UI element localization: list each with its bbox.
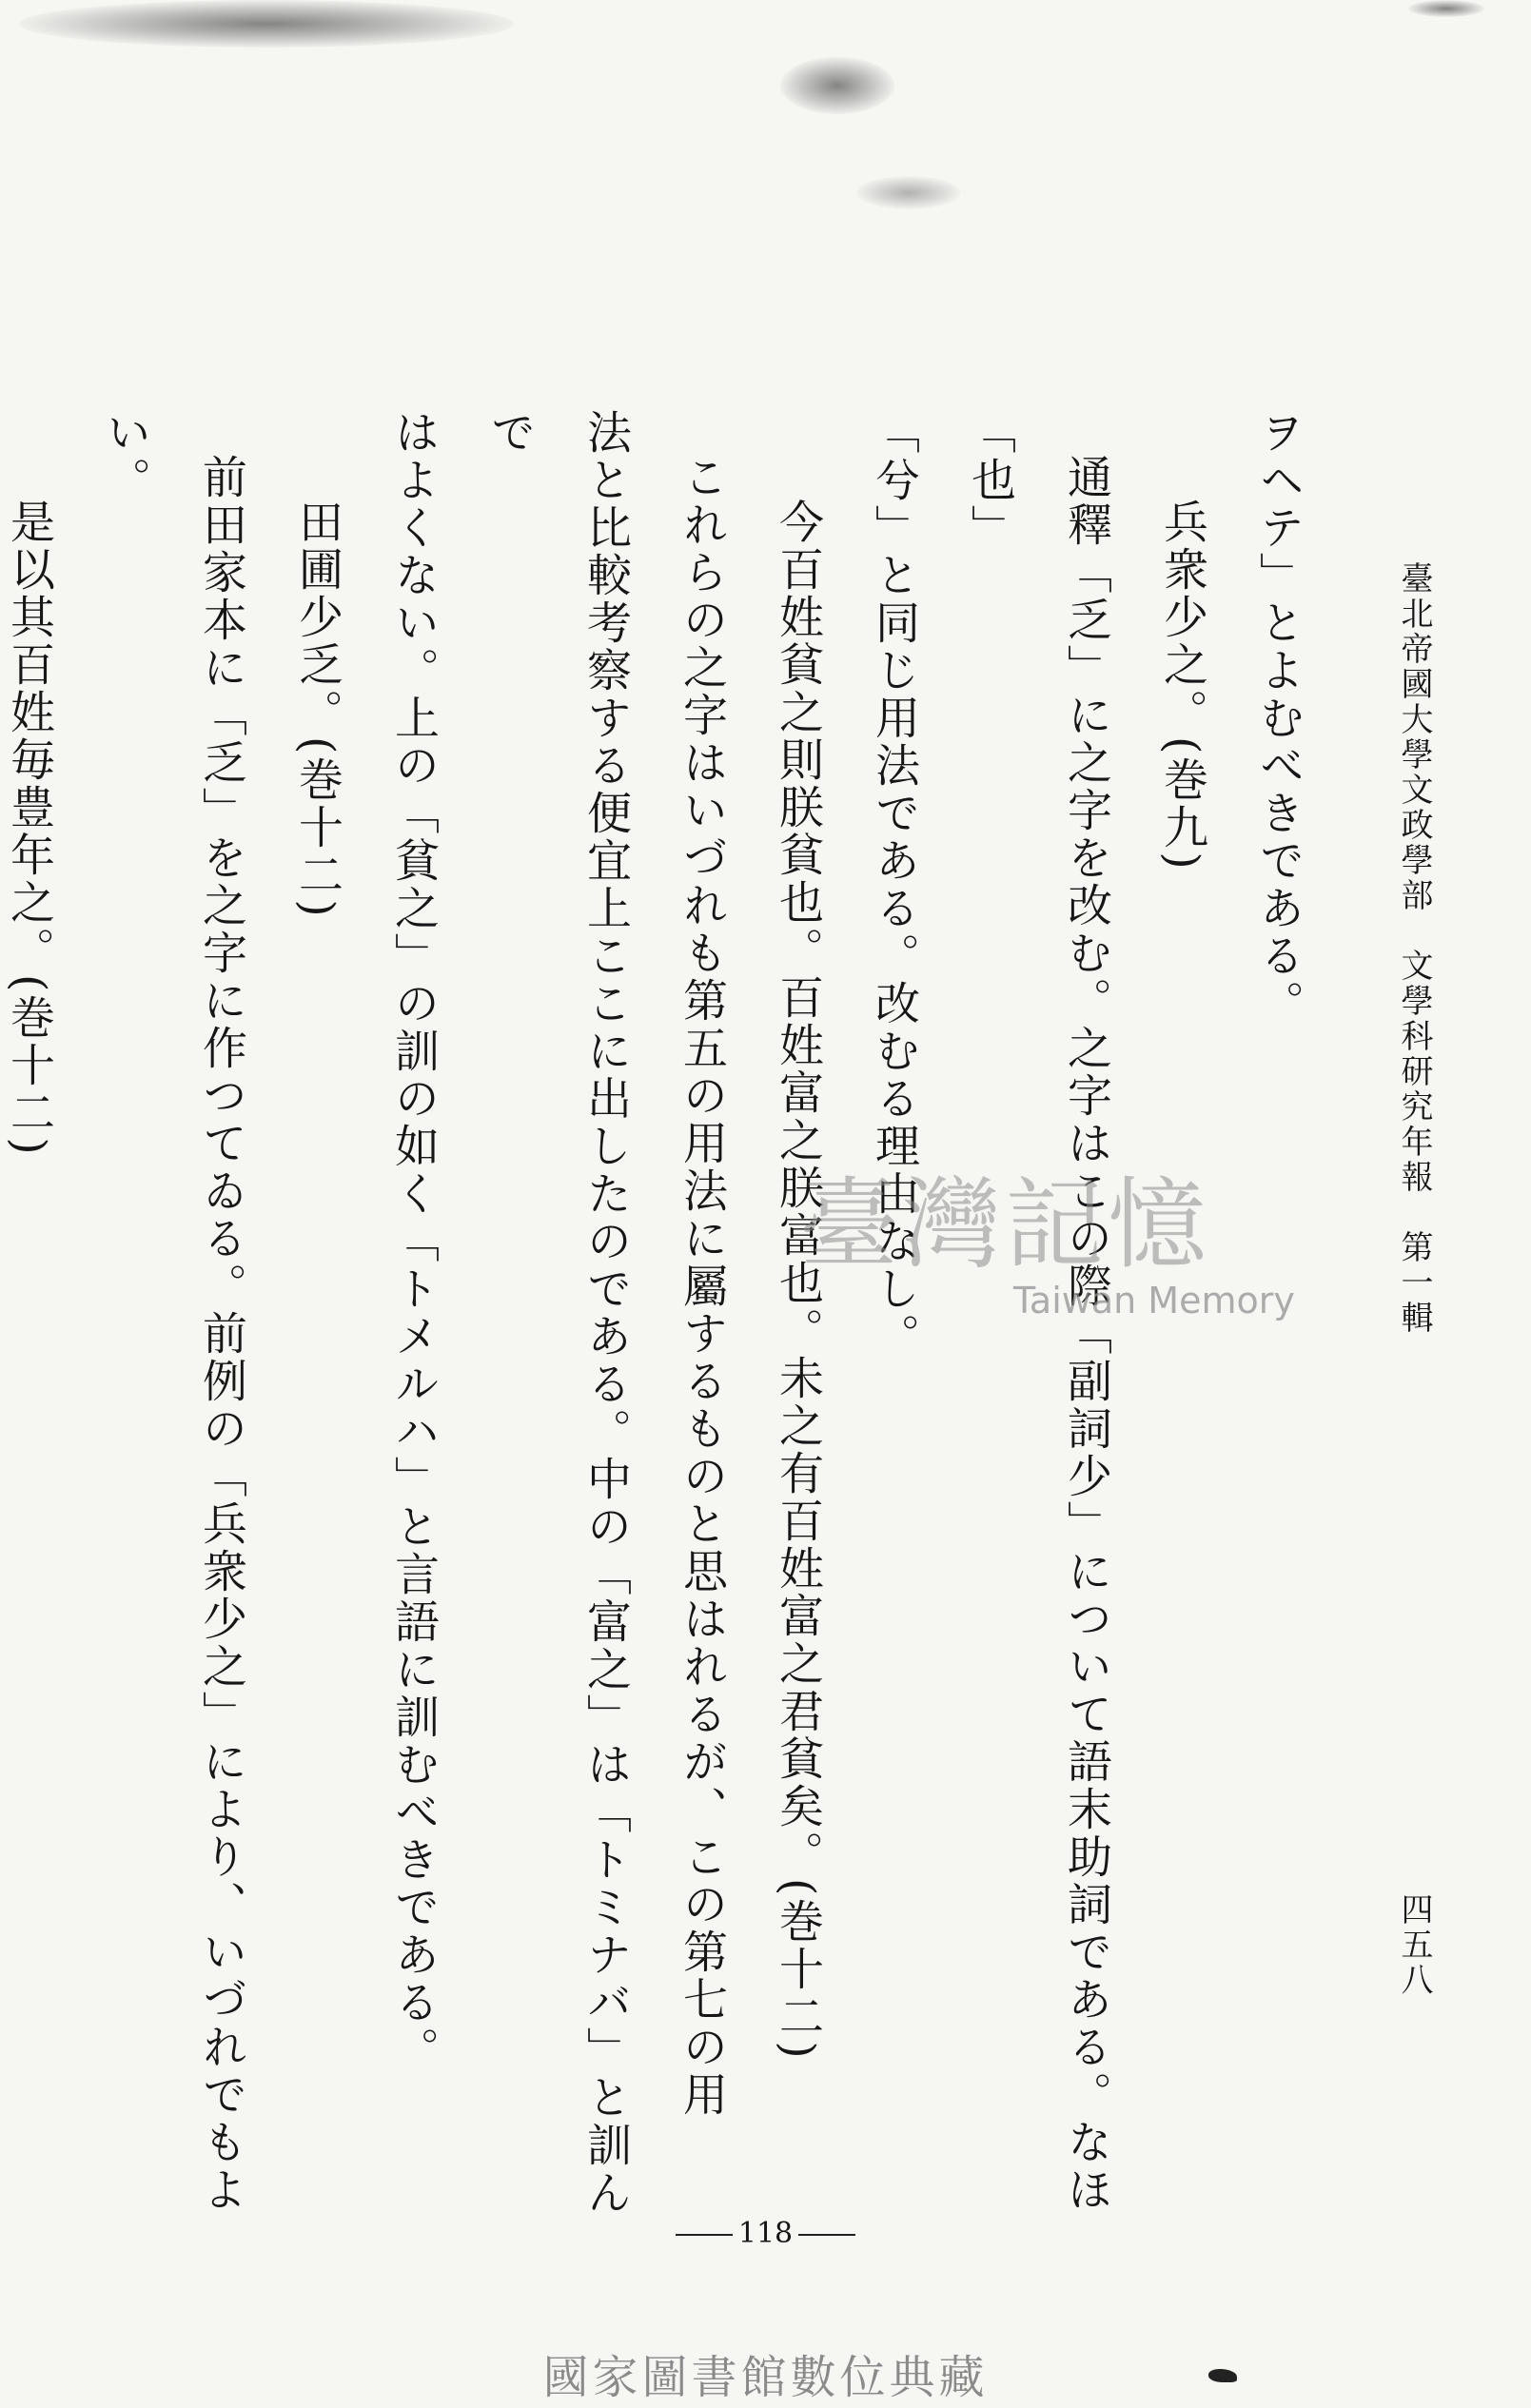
page-number-dash-left: [676, 2234, 733, 2236]
page-number: [0, 2217, 1531, 2250]
body-text: [3, 409, 1326, 2217]
text-line-11: 是以其百姓毎豊年之。(巻十二): [3, 499, 55, 1158]
scan-mark: [1208, 2369, 1237, 2382]
scan-smudge: [780, 57, 894, 114]
text-line-2: 兵衆少之。(巻九): [1156, 499, 1208, 872]
text-line-6: これらの之字はいづれも第五の用法に屬するものと思はれるが、この第七の用: [676, 454, 728, 2119]
text-line-3: 通釋「乏」に之字を改む。之字はこの際「副詞少」について語末助詞である。なほ「也」: [964, 409, 1112, 2214]
watermark-chinese: 臺灣記憶: [799, 1166, 1211, 1282]
page-number-value: 118: [737, 2217, 794, 2250]
journal-title: 臺北帝國大學文政學部 文學科研究年報 第一輯: [1395, 561, 1433, 1336]
text-line-1: ヲヘテ」とよむべきである。: [1252, 409, 1305, 1028]
scan-smudge: [19, 0, 514, 48]
scan-smudge: [856, 176, 961, 209]
text-line-9: 田圃少乏。(巻十二): [291, 499, 343, 920]
text-line-8: はよくない。上の「貧之」の訓の如く「トメルハ」と言語に訓むべきである。: [387, 409, 440, 2074]
watermark-english: Taiwan Memory: [1013, 1280, 1295, 1321]
text-line-7: 法と比較考察する便宜上ここに出したのである。中の「富之」は「トミナバ」と訓んで: [483, 409, 632, 2217]
page-number-dash-right: [798, 2234, 855, 2236]
text-line-10: 前田家本に「乏」を之字に作つてゐる。前例の「兵衆少之」により、いづれでもよい。: [99, 409, 247, 2214]
running-header: [1381, 561, 1438, 1998]
page-number-kanji: 四五八: [1395, 1892, 1433, 1998]
text-line-4: 「兮」と同じ用法である。改むる理由なし。: [868, 409, 920, 1361]
scan-smudge: [1408, 0, 1484, 17]
library-footer: 國家圖書館數位典藏: [542, 2351, 989, 2404]
text-line-5: 今百姓貧之則朕貧也。百姓富之朕富也。未之有百姓富之君貧矣。(巻十二): [772, 499, 824, 2062]
